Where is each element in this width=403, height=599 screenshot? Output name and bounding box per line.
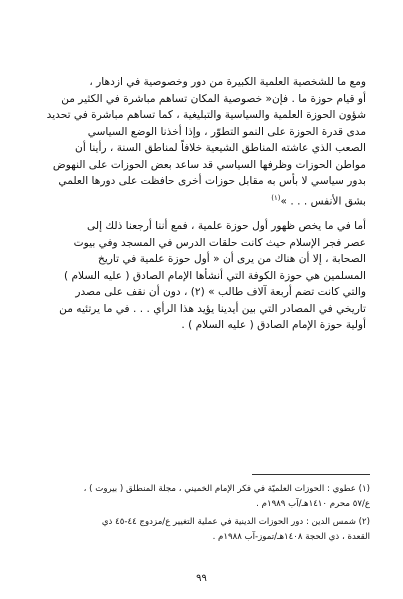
- paragraph-line: مدى قدرة الحوزة على النمو التطوّر ، وإذا أخذنا الوضع السياسي: [87, 125, 366, 138]
- footnote-separator: [252, 474, 370, 475]
- paragraph-line: أما في ما يخص ظهور أول حوزة علمية ، فمع أننا أرجعنا ذلك إلى: [87, 220, 366, 232]
- paragraph-line: المسلمين هي حوزة الكوفة التي أنشأها الإمام الصادق ( عليه السلام ): [63, 269, 366, 282]
- paragraph-line: عصر فجر الإسلام حيث كانت حلقات الدرس في المسجد وفي بيوت: [73, 236, 366, 249]
- paragraph-line: ومع ما للشخصية العلمية الكبيرة من دور وخصوصية في ازدهار ،: [89, 76, 366, 88]
- paragraph-line-text: بشق الأنفس . . . »: [280, 195, 366, 208]
- footnotes: [40, 482, 370, 548]
- paragraph-line: بدور سياسي لا بأس به مقابل حوزات أخرى حافظت على دورها العلمي: [58, 175, 366, 187]
- paragraph-line: أو قيام حوزة ما . فإن« خصوصية المكان تساهم مباشرة في الكثير من: [61, 92, 366, 105]
- paragraph-line: والتي كانت تضم أربعة آلاف طالب » (٢) ، دون أن نقف على مصدر: [75, 286, 366, 298]
- paragraph-line: الصعب الذي عاشته المناطق الشيعية خلافاً لمناطق السنة ، رأينا أن: [75, 142, 366, 154]
- footnote-line: ع/٥٧ محرم ١٤١٠هـ/آب ١٩٨٩م .: [256, 498, 370, 509]
- paragraph-line: الصحابة ، إلا أن هناك من يرى أن « أول حوزة علمية في تاريخ: [98, 253, 366, 265]
- paragraph-line: مواطن الحوزات وظرفها السياسي قد ساعد بعض الحوزات على النهوض: [52, 158, 366, 171]
- paragraph-line: تاريخي في المصادر التي بين أيدينا يؤيد هذا الرأي . . . في ما يرتئيه من: [59, 302, 366, 315]
- paragraph-line: شؤون الحوزة العلمية والسياسية والتبليغية ، كما تساهم مباشرة في تحديد: [46, 109, 366, 121]
- footnote-reference: (١): [271, 193, 281, 202]
- page-number: ٩٩: [196, 573, 207, 584]
- footnote-line: (١) عطوي : الحوزات العلميّة في فكر الإمام الخميني ، مجلة المنطلق ( بيروت ) ،: [83, 484, 370, 494]
- paragraph-1: [44, 74, 366, 210]
- footnote-2: [40, 515, 370, 544]
- footnote-line: القعدة ، ذي الحجة ١٤٠٨هـ/تموز-آب ١٩٨٨م .: [212, 531, 370, 542]
- paragraph-2: [44, 218, 366, 334]
- paragraph-line: أولية حوزة الإمام الصادق ( عليه السلام ) .: [181, 319, 366, 331]
- footnote-1: [40, 482, 370, 511]
- footnote-line: (٢) شمس الدين : دور الحوزات الدينية في عملية التغيير ع/مزدوج ٤٤-٤٥ ذي: [101, 517, 370, 527]
- paragraph-last-line: [44, 190, 366, 210]
